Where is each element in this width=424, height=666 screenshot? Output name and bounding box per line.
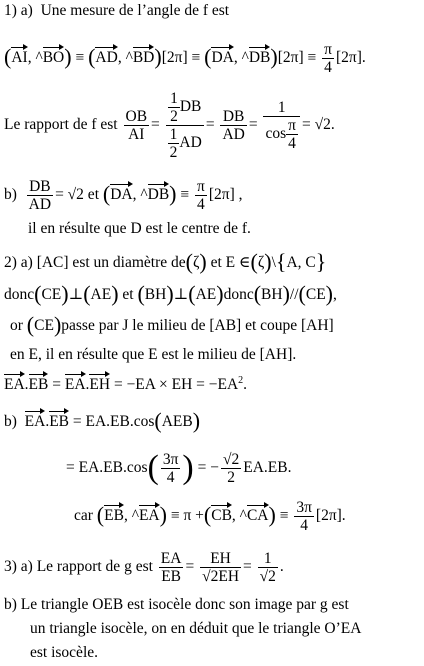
q3b-line2: un triangle isocèle, on en déduit que le triangle O’EA — [30, 620, 362, 637]
q2a-line5: EA.EB = EA.EH = −EA × EH = $-EA^2$. — [4, 375, 248, 394]
q2b-line2: = EA.EB.cos( $\frac{3\pi}{4}$ ) = − $\frac{√2}{2}$ EA.EB. — [66, 449, 292, 486]
q2b-line1: b) EA.EB = EA.EB.cos(AEB) — [4, 408, 201, 433]
q2a-line1: 2) a) [AC] est un diamètre de(ζ) et E ∈(ζ)\{A, C} — [4, 249, 327, 274]
q2a-line2: donc(CE)⊥(AE) et (BH)⊥(AE)donc(BH)//(CE), — [4, 281, 337, 306]
q3b-line3: est isocèle. — [30, 644, 99, 661]
ratio-f-equation: Le rapport de f est $\frac{OB}{AI}$ = $\frac{1}{2}$ DB $\frac{1}{2}$ AD = $\frac{DB}{AD}$ = 1 cos $\frac{\pi}{4}$ = √2. — [4, 90, 335, 161]
q3a-equation: 3) a) Le rapport de g est $\frac{EA}{EB}$ = $\frac{EH}{√2EH}$ = $\frac{1}{√2}$ . — [4, 549, 284, 585]
q3b-line1: b) Le triangle OEB est isocèle donc son image par g est — [4, 596, 349, 613]
q2b-line3: car (EB, ^EA) ≡ π +(CB, ^CA) ≡ $\frac{3\pi}{4}$ [2π]. — [74, 498, 346, 534]
angle-equation: (AI, ^BO) ≡ (AD, ^BD)[2π] ≡ (DA, ^DB)[2π] ≡ $\frac{\pi}{4}$ [2π]. — [4, 41, 366, 76]
q2a-line3: or (CE)passe par J le milieu de [AB] et coupe [AH] — [10, 312, 334, 337]
q1a-heading: 1) a) Une mesure de l’angle de f est — [4, 2, 230, 19]
q1b-conclusion: il en résulte que D est le centre de f. — [28, 220, 251, 237]
q1b-equation: b) $\frac{DB}{AD}$ = √2 et (DA, ^DB) ≡ $\frac{\pi}{4}$ [2π] , — [4, 178, 243, 213]
q2a-line4: en E, il en résulte que E est le milieu de [AH]. — [10, 346, 297, 363]
